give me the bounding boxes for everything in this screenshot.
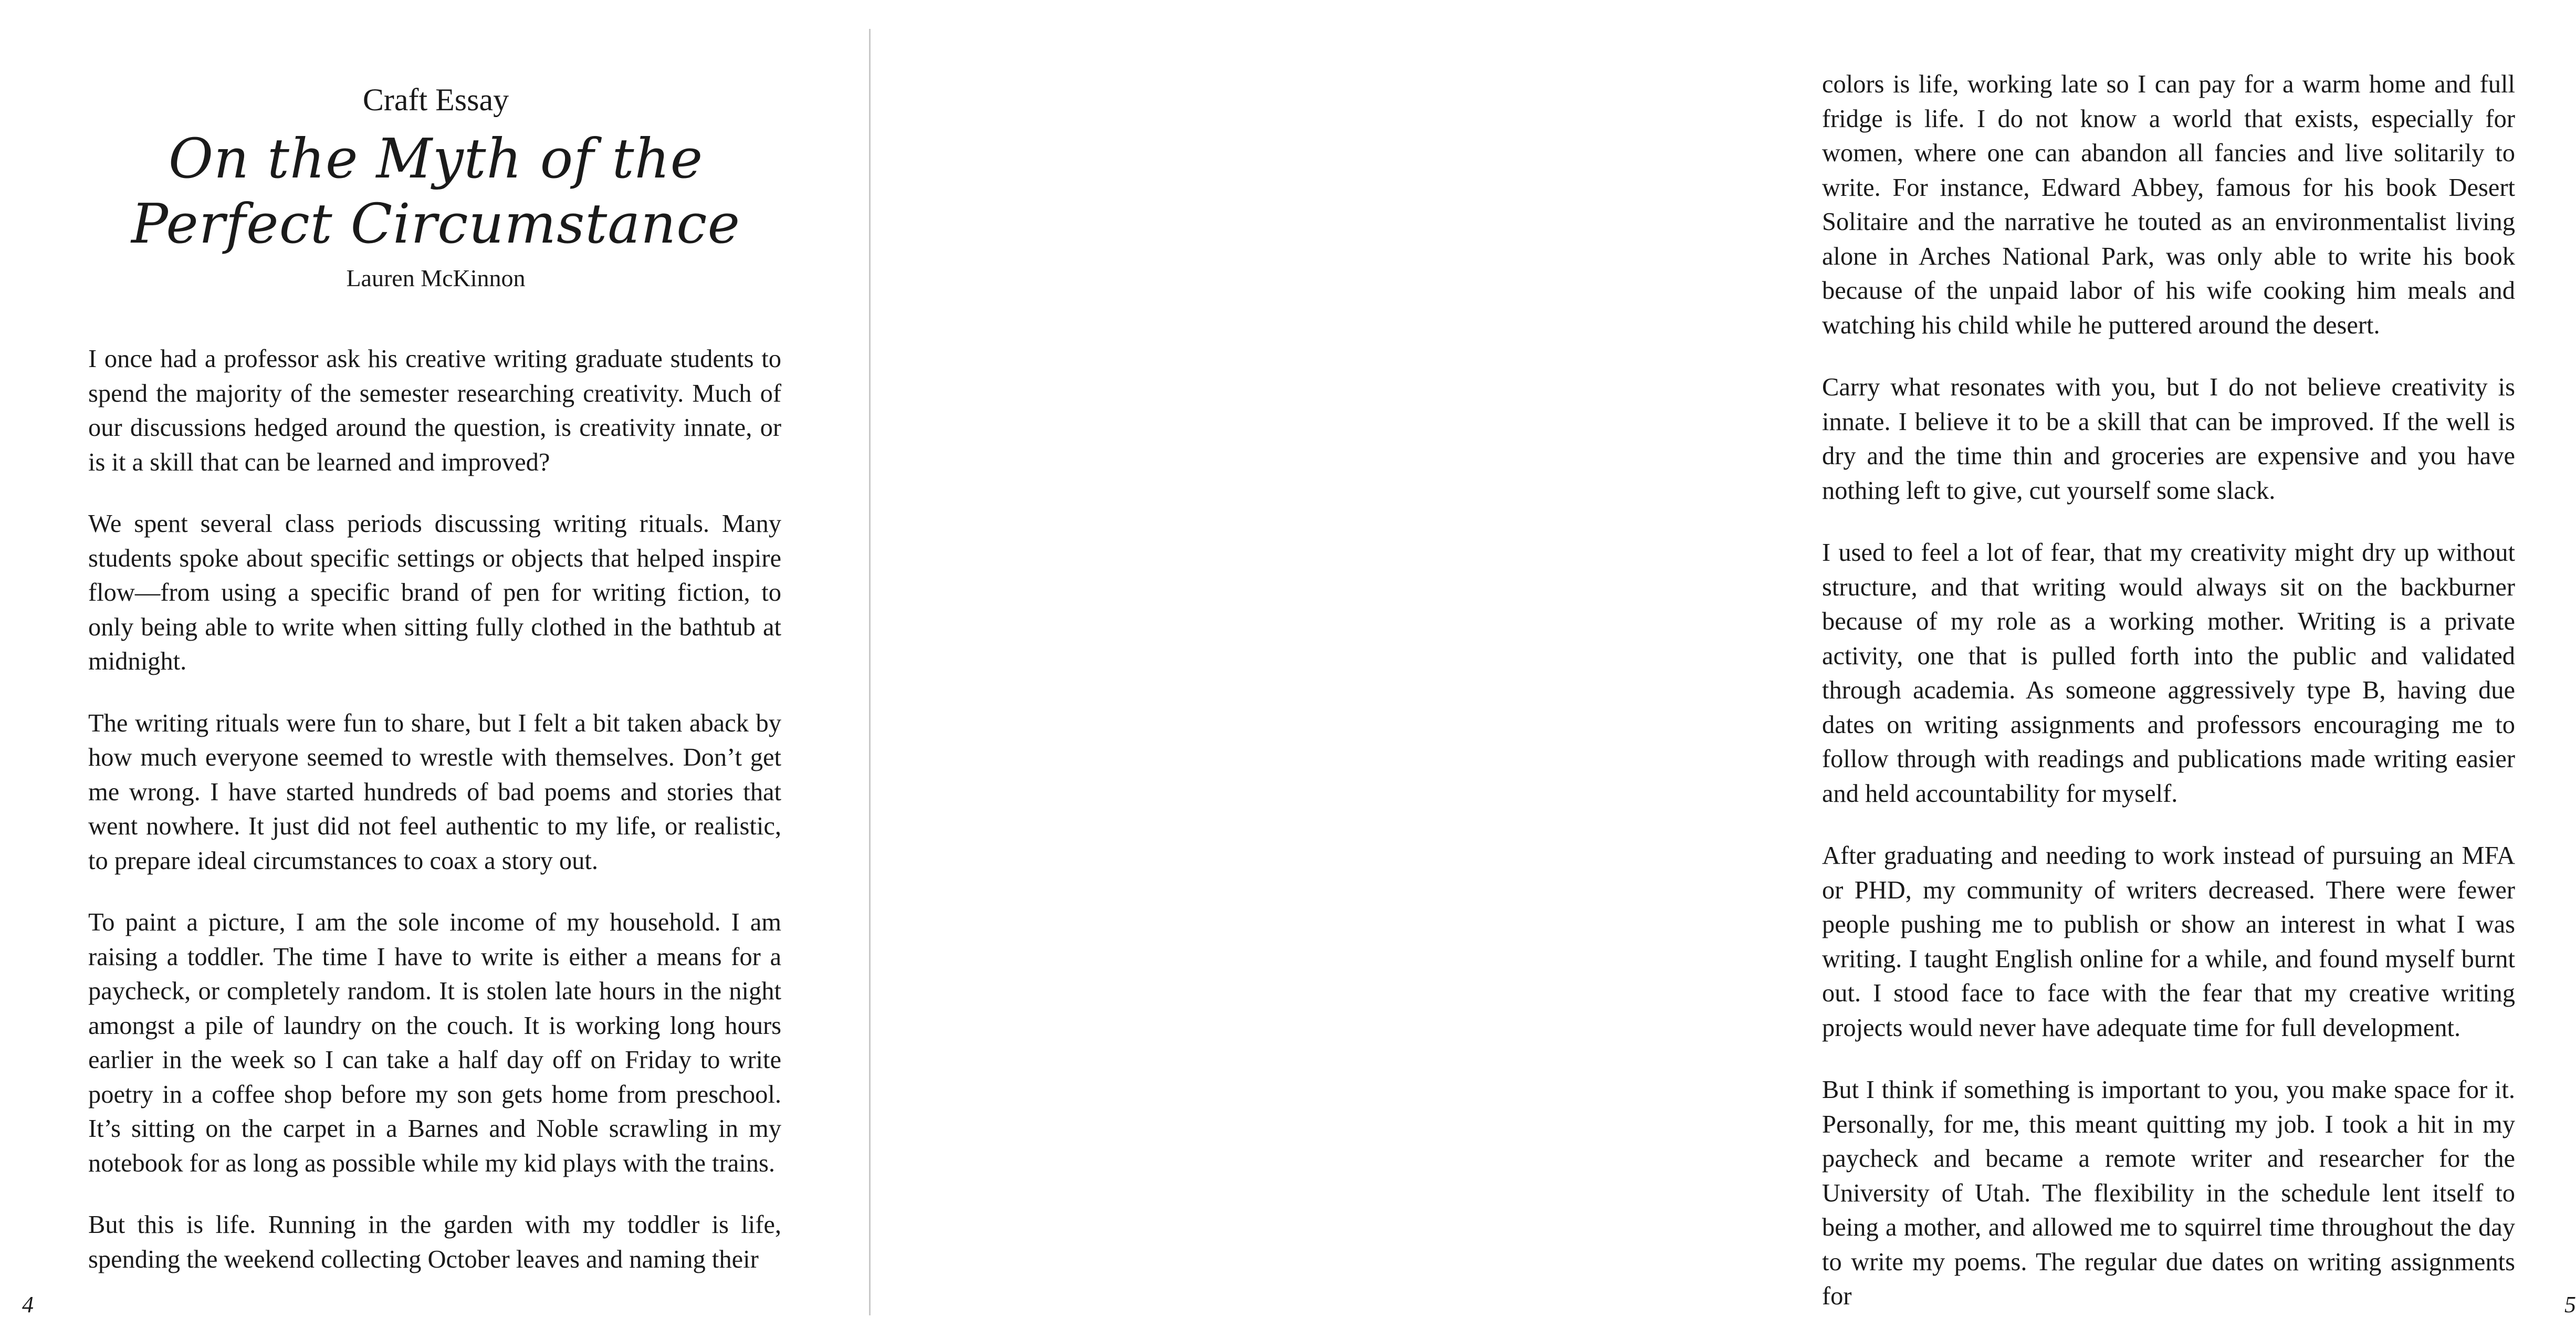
author-name: Lauren McKinnon <box>346 265 526 291</box>
essay-header <box>89 79 782 294</box>
title-line-2: Perfect Circumstance <box>131 192 741 256</box>
paragraph: We spent several class periods discussing writing rituals. Many students spoke about specific settings or objects that helped inspire flow—from using a specific brand of pen for writing fiction, to only being able to write when sitting fully clothed in the bathtub at midnight. <box>88 510 781 675</box>
paragraph: But this is life. Running in the garden with my toddler is life, spending the weekend collecting October leaves and naming their <box>88 1211 781 1273</box>
section-label: Craft Essay <box>362 82 509 117</box>
left-page <box>0 0 866 1339</box>
paragraph: colors is life, working late so I can pay for a warm home and full fridge is life. I do not know a world that exists, especially for women, where one can abandon all fancies and live solitarily to write. For instance, Edward Abbey, famous for his book Desert Solitaire and the narrative he touted as an environmentalist living alone in Arches National Park, was only able to write his book because of the unpaid labor of his wife cooking him meals and watching his child while he puttered around the desert. <box>1822 70 2515 339</box>
right-text-column <box>1822 67 2515 1314</box>
essay-title <box>89 126 782 256</box>
paragraph: Carry what resonates with you, but I do not believe creativity is innate. I believe it to be a skill that can be improved. If the well is dry and the time thin and groceries are expensive and you have nothing left to give, cut yourself some slack. <box>1822 373 2515 505</box>
paragraph: After graduating and needing to work instead of pursuing an MFA or PHD, my community of writers decreased. There were fewer people pushing me to publish or show an interest in what I was writing. I taught English online for a while, and found myself burnt out. I stood face to face with the fear that my creative writing projects would never have adequate time for full development. <box>1822 842 2515 1042</box>
page-number-left: 4 <box>22 1292 34 1317</box>
title-line-1: On the Myth of the <box>168 127 704 191</box>
left-text-column <box>88 342 781 1277</box>
paragraph: I used to feel a lot of fear, that my creativity might dry up without structure, and that writing would always sit on the backburner because of my role as a working mother. Writing is a private activity, one that is pulled forth into the public and validated through academia. As someone aggressively type B, having due dates on writing assignments and professors encouraging me to follow through with readings and publications made writing easier and held accountability for myself. <box>1822 539 2515 808</box>
paragraph: To paint a picture, I am the sole income of my household. I am raising a toddler. The time I have to write is either a means for a paycheck, or completely random. It is stolen late hours in the night amongst a pile of laundry on the couch. It is working long hours earlier in the week so I can take a half day off on Friday to write poetry in a coffee shop before my son gets home from preschool. It’s sitting on the carpet in a Barnes and Noble scrawling in my notebook for as long as possible while my kid plays with the trains. <box>88 908 781 1177</box>
paragraph: But I think if something is important to you, you make space for it. Personally, for me, this meant quitting my job. I took a hit in my paycheck and became a remote writer and researcher for the University of Utah. The flexibility in the schedule lent itself to being a mother, and allowed me to squirrel time throughout the day to write my poems. The regular due dates on writing assignments for <box>1822 1076 2515 1310</box>
paragraph: The writing rituals were fun to share, but I felt a bit taken aback by how much everyone seemed to wrestle with themselves. Don’t get me wrong. I have started hundreds of bad poems and stories that went nowhere. It just did not feel authentic to my life, or realistic, to prepare ideal circumstances to coax a story out. <box>88 709 781 875</box>
page-number-right: 5 <box>2564 1292 2576 1317</box>
right-page <box>866 0 2576 1339</box>
paragraph: I once had a professor ask his creative writing graduate students to spend the majority of the semester researching creativity. Much of our discussions hedged around the question, is creativity innate, or is it a skill that can be learned and improved? <box>88 345 781 476</box>
